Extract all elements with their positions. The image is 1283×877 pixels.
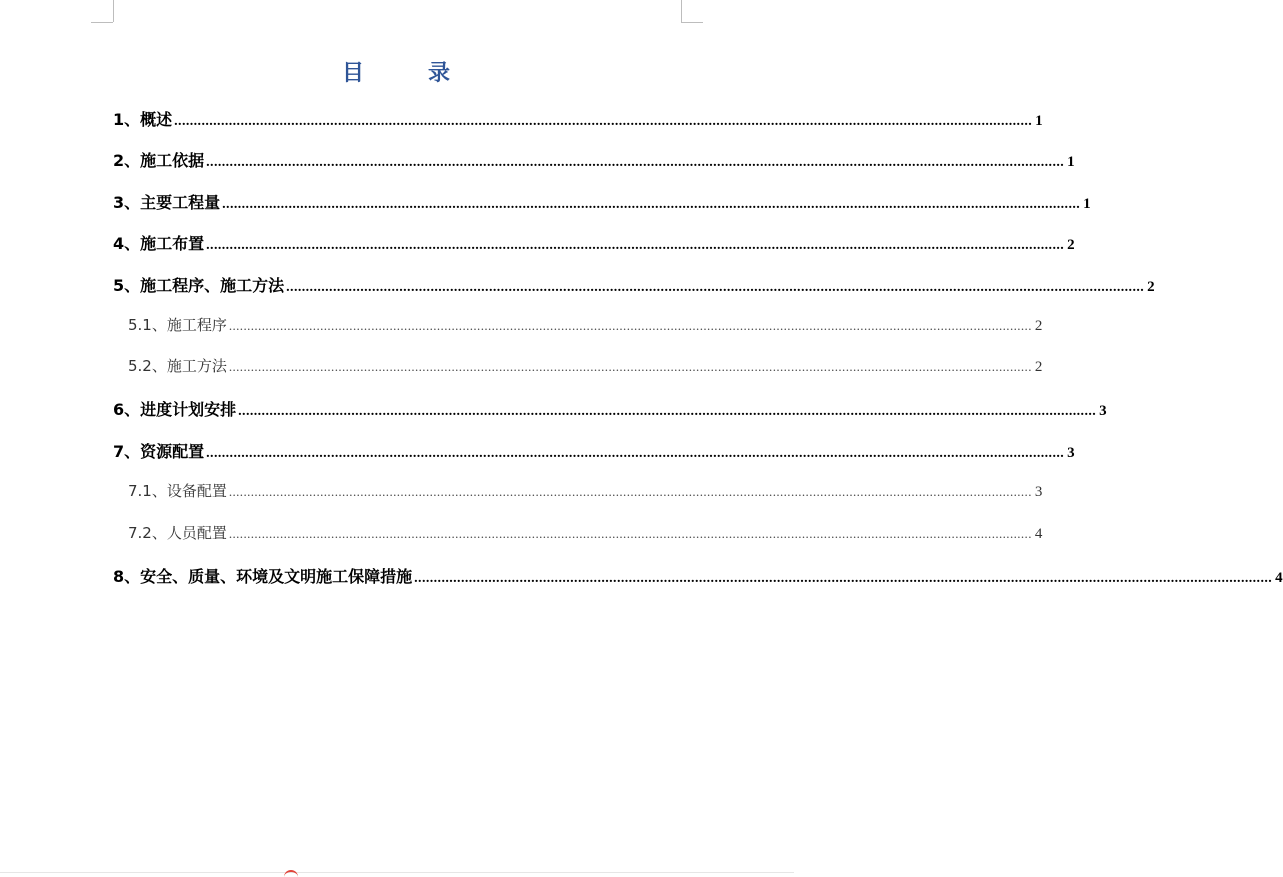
page-bottom-edge bbox=[0, 872, 794, 873]
toc-entry-text: 3、主要工程量 bbox=[113, 193, 221, 212]
toc-entry-text: 6、进度计划安排 bbox=[113, 400, 237, 419]
corner-mark-top-left bbox=[113, 0, 114, 22]
toc-entry[interactable] bbox=[113, 439, 1075, 462]
toc-entry-text: 2、施工依据 bbox=[113, 151, 205, 170]
toc-entry-text: 1、概述 bbox=[113, 110, 173, 129]
toc-entry-text: 7.2、人员配置 bbox=[128, 524, 227, 542]
toc-heading-char-1: 目 bbox=[341, 60, 366, 86]
dot-leader: ............................................................................................................................................................................................................................ bbox=[228, 526, 1032, 541]
dot-leader: ............................................................................................................................................................................................................................ bbox=[228, 484, 1032, 499]
dot-leader: ............................................................................................................................................................................................................................ bbox=[414, 571, 1273, 586]
toc-entry-text: 4、施工布置 bbox=[113, 234, 205, 253]
toc-page-number: 2 bbox=[1067, 237, 1075, 253]
toc-heading bbox=[0, 56, 794, 87]
dot-leader: ............................................................................................................................................................................................................................ bbox=[228, 318, 1032, 333]
toc-page-number: 2 bbox=[1034, 359, 1043, 375]
dot-leader: ............................................................................................................................................................................................................................ bbox=[174, 114, 1033, 129]
toc-page-number: 2 bbox=[1034, 318, 1043, 334]
corner-mark-top-left bbox=[91, 22, 113, 23]
toc-entry-text: 7.1、设备配置 bbox=[128, 482, 227, 500]
toc-entry[interactable] bbox=[113, 107, 1043, 130]
toc-entry[interactable] bbox=[113, 190, 1091, 213]
toc-entry-text: 5.2、施工方法 bbox=[128, 357, 227, 375]
corner-mark-top-right bbox=[681, 22, 703, 23]
toc-entry-text: 5、施工程序、施工方法 bbox=[113, 276, 285, 295]
toc-entry-text: 5.1、施工程序 bbox=[128, 316, 227, 334]
corner-mark-top-right bbox=[681, 0, 682, 22]
dot-leader: ............................................................................................................................................................................................................................ bbox=[286, 280, 1145, 295]
toc-entry[interactable] bbox=[113, 273, 1155, 296]
toc-entry[interactable] bbox=[113, 231, 1075, 254]
dot-leader: ............................................................................................................................................................................................................................ bbox=[206, 446, 1065, 461]
dot-leader: ............................................................................................................................................................................................................................ bbox=[228, 359, 1032, 374]
toc-subentry[interactable] bbox=[128, 522, 1043, 543]
toc-subentry[interactable] bbox=[128, 355, 1043, 376]
toc-heading-char-2: 录 bbox=[428, 60, 453, 86]
toc-page-number: 1 bbox=[1035, 113, 1043, 129]
red-squiggle-mark bbox=[284, 870, 298, 877]
toc-page-number: 3 bbox=[1034, 484, 1043, 500]
dot-leader: ............................................................................................................................................................................................................................ bbox=[222, 197, 1081, 212]
toc-entry[interactable] bbox=[113, 148, 1075, 171]
toc-page-number: 3 bbox=[1099, 403, 1107, 419]
toc-page-number: 3 bbox=[1067, 445, 1075, 461]
dot-leader: ............................................................................................................................................................................................................................ bbox=[206, 155, 1065, 170]
toc-page-number: 4 bbox=[1275, 570, 1283, 586]
dot-leader: ............................................................................................................................................................................................................................ bbox=[238, 404, 1097, 419]
toc-subentry[interactable] bbox=[128, 314, 1043, 335]
toc-page-number: 2 bbox=[1147, 279, 1155, 295]
toc-page-number: 1 bbox=[1067, 154, 1075, 170]
dot-leader: ............................................................................................................................................................................................................................ bbox=[206, 238, 1065, 253]
toc-entry-text: 7、资源配置 bbox=[113, 442, 205, 461]
toc-entry[interactable] bbox=[113, 564, 1283, 587]
toc-subentry[interactable] bbox=[128, 480, 1043, 501]
toc-entry-text: 8、安全、质量、环境及文明施工保障措施 bbox=[113, 567, 413, 586]
toc-page-number: 4 bbox=[1034, 526, 1043, 542]
toc-entry[interactable] bbox=[113, 397, 1107, 420]
toc-page-number: 1 bbox=[1083, 196, 1091, 212]
